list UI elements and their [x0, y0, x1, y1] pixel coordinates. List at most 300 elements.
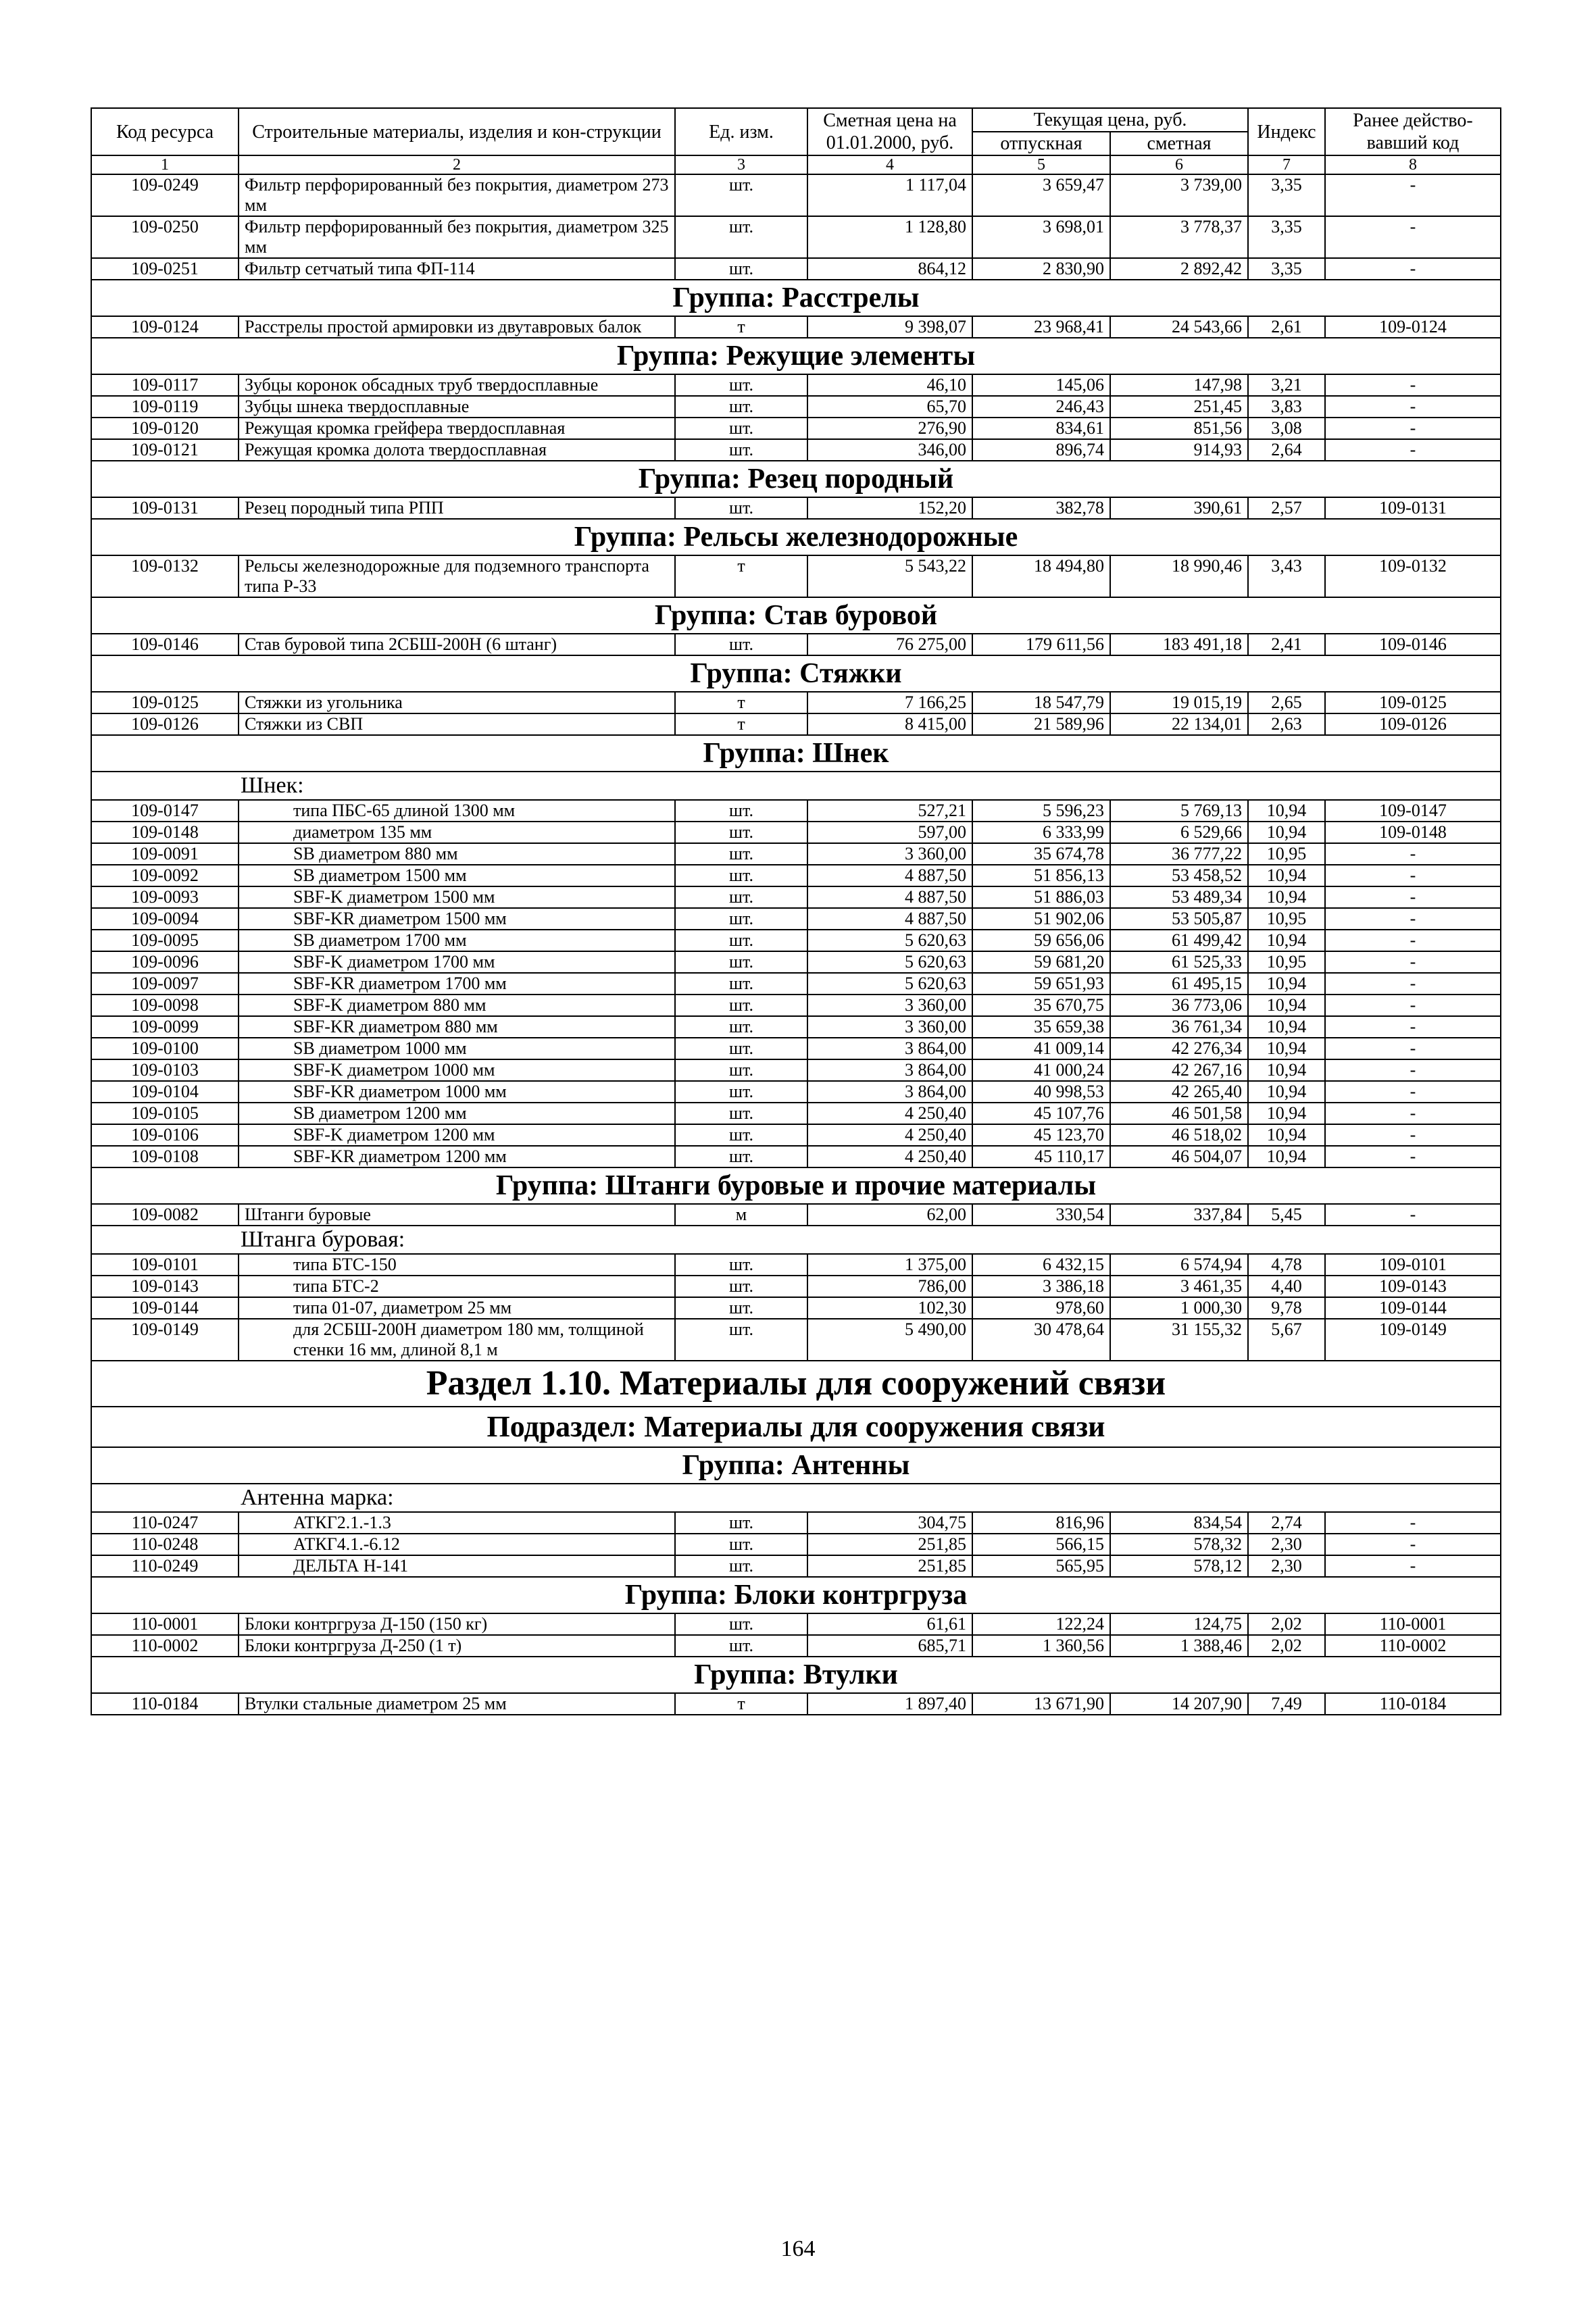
prev-code-cell: 109-0125	[1325, 692, 1501, 713]
base-price-cell: 1 375,00	[807, 1254, 972, 1276]
table-row	[91, 1534, 1501, 1555]
wholesale-price-cell: 834,61	[972, 418, 1110, 439]
subgroup-label-row	[91, 1484, 1501, 1512]
base-price-cell: 3 864,00	[807, 1059, 972, 1081]
table-row	[91, 1693, 1501, 1715]
index-cell: 3,35	[1248, 174, 1325, 216]
name-cell: Режущая кромка долота твердосплавная	[239, 439, 675, 461]
wholesale-price-cell: 565,95	[972, 1555, 1110, 1577]
unit-cell: шт.	[675, 418, 807, 439]
estimate-price-cell: 61 525,33	[1110, 951, 1248, 973]
code-cell: 109-0095	[91, 930, 239, 951]
code-cell: 109-0092	[91, 865, 239, 886]
estimate-price-cell: 3 739,00	[1110, 174, 1248, 216]
wholesale-price-cell: 3 386,18	[972, 1276, 1110, 1297]
code-cell: 109-0249	[91, 174, 239, 216]
name-cell: диаметром 135 мм	[239, 822, 675, 843]
name-cell: SBF-K диаметром 1500 мм	[239, 886, 675, 908]
group-heading: Группа: Став буровой	[91, 597, 1501, 634]
name-cell: SB диаметром 1200 мм	[239, 1103, 675, 1124]
base-price-cell: 4 887,50	[807, 886, 972, 908]
prev-code-cell: -	[1325, 174, 1501, 216]
table-row	[91, 1276, 1501, 1297]
estimate-price-cell: 578,32	[1110, 1534, 1248, 1555]
code-cell: 109-0125	[91, 692, 239, 713]
name-cell: SB диаметром 1700 мм	[239, 930, 675, 951]
estimate-price-cell: 53 505,87	[1110, 908, 1248, 930]
unit-cell: шт.	[675, 951, 807, 973]
name-cell: SBF-K диаметром 1000 мм	[239, 1059, 675, 1081]
wholesale-price-cell: 45 123,70	[972, 1124, 1110, 1146]
base-price-cell: 3 360,00	[807, 843, 972, 865]
wholesale-price-cell: 246,43	[972, 396, 1110, 418]
index-cell: 10,94	[1248, 995, 1325, 1016]
name-cell: Фильтр перфорированный без покрытия, диаметром 325 мм	[239, 216, 675, 258]
index-cell: 10,95	[1248, 908, 1325, 930]
name-cell: Блоки контргруза Д-150 (150 кг)	[239, 1613, 675, 1635]
unit-cell: шт.	[675, 1534, 807, 1555]
prev-code-cell: -	[1325, 1534, 1501, 1555]
index-cell: 5,45	[1248, 1204, 1325, 1226]
unit-cell: т	[675, 1693, 807, 1715]
code-cell: 109-0148	[91, 822, 239, 843]
table-row	[91, 418, 1501, 439]
group-heading: Группа: Блоки контргруза	[91, 1577, 1501, 1613]
wholesale-price-cell: 51 902,06	[972, 908, 1110, 930]
index-cell: 10,94	[1248, 822, 1325, 843]
code-cell: 109-0126	[91, 713, 239, 735]
index-cell: 9,78	[1248, 1297, 1325, 1319]
index-cell: 4,40	[1248, 1276, 1325, 1297]
table-row	[91, 555, 1501, 597]
base-price-cell: 8 415,00	[807, 713, 972, 735]
table-row	[91, 1038, 1501, 1059]
prev-code-cell: 109-0131	[1325, 497, 1501, 519]
group-heading-row	[91, 655, 1501, 692]
col-num: 1	[91, 155, 239, 174]
table-row	[91, 374, 1501, 396]
unit-cell: шт.	[675, 1276, 807, 1297]
wholesale-price-cell: 330,54	[972, 1204, 1110, 1226]
table-row	[91, 886, 1501, 908]
prev-code-cell: 109-0147	[1325, 800, 1501, 822]
code-cell: 109-0120	[91, 418, 239, 439]
code-cell: 109-0119	[91, 396, 239, 418]
unit-cell: шт.	[675, 822, 807, 843]
unit-cell: т	[675, 316, 807, 338]
wholesale-price-cell: 145,06	[972, 374, 1110, 396]
prev-code-cell: 109-0148	[1325, 822, 1501, 843]
index-cell: 2,30	[1248, 1534, 1325, 1555]
unit-cell: т	[675, 555, 807, 597]
code-cell: 109-0146	[91, 634, 239, 655]
base-price-cell: 5 620,63	[807, 973, 972, 995]
base-price-cell: 346,00	[807, 439, 972, 461]
index-cell: 10,94	[1248, 1059, 1325, 1081]
estimate-price-cell: 31 155,32	[1110, 1319, 1248, 1361]
code-cell: 109-0250	[91, 216, 239, 258]
wholesale-price-cell: 566,15	[972, 1534, 1110, 1555]
wholesale-price-cell: 59 651,93	[972, 973, 1110, 995]
unit-cell: шт.	[675, 439, 807, 461]
index-cell: 2,64	[1248, 439, 1325, 461]
wholesale-price-cell: 45 107,76	[972, 1103, 1110, 1124]
base-price-cell: 251,85	[807, 1534, 972, 1555]
code-cell: 109-0121	[91, 439, 239, 461]
name-cell: Стяжки из СВП	[239, 713, 675, 735]
estimate-price-cell: 337,84	[1110, 1204, 1248, 1226]
prev-code-cell: 110-0001	[1325, 1613, 1501, 1635]
group-heading: Группа: Штанги буровые и прочие материалы	[91, 1167, 1501, 1204]
col-name-header: Строительные материалы, изделия и кон-струкции	[239, 108, 675, 155]
unit-cell: т	[675, 692, 807, 713]
base-price-cell: 46,10	[807, 374, 972, 396]
prev-code-cell: -	[1325, 418, 1501, 439]
wholesale-price-cell: 59 681,20	[972, 951, 1110, 973]
name-cell: SB диаметром 1000 мм	[239, 1038, 675, 1059]
prev-code-cell: -	[1325, 374, 1501, 396]
col-index-header: Индекс	[1248, 108, 1325, 155]
wholesale-price-cell: 30 478,64	[972, 1319, 1110, 1361]
group-heading-row	[91, 519, 1501, 555]
code-cell: 109-0132	[91, 555, 239, 597]
base-price-cell: 4 250,40	[807, 1124, 972, 1146]
table-header	[91, 108, 1501, 174]
table-row	[91, 396, 1501, 418]
name-cell: АТКГ4.1.-6.12	[239, 1534, 675, 1555]
wholesale-price-cell: 13 671,90	[972, 1693, 1110, 1715]
index-cell: 10,95	[1248, 951, 1325, 973]
wholesale-price-cell: 59 656,06	[972, 930, 1110, 951]
prev-code-cell: -	[1325, 396, 1501, 418]
index-cell: 2,41	[1248, 634, 1325, 655]
code-cell: 110-0001	[91, 1613, 239, 1635]
prev-code-cell: -	[1325, 1146, 1501, 1167]
unit-cell: шт.	[675, 1635, 807, 1657]
code-cell: 109-0117	[91, 374, 239, 396]
base-price-cell: 152,20	[807, 497, 972, 519]
table-row	[91, 1297, 1501, 1319]
col-current-price-header: Текущая цена, руб.	[972, 108, 1248, 132]
estimate-price-cell: 22 134,01	[1110, 713, 1248, 735]
code-cell: 110-0184	[91, 1693, 239, 1715]
name-cell: Стяжки из угольника	[239, 692, 675, 713]
col-num: 2	[239, 155, 675, 174]
estimate-price-cell: 42 267,16	[1110, 1059, 1248, 1081]
base-price-cell: 5 620,63	[807, 951, 972, 973]
price-table-sheet	[91, 107, 1500, 1715]
index-cell: 4,78	[1248, 1254, 1325, 1276]
code-cell: 110-0249	[91, 1555, 239, 1577]
estimate-price-cell: 36 761,34	[1110, 1016, 1248, 1038]
index-cell: 2,63	[1248, 713, 1325, 735]
name-cell: SB диаметром 880 мм	[239, 843, 675, 865]
group-heading: Группа: Стяжки	[91, 655, 1501, 692]
estimate-price-cell: 578,12	[1110, 1555, 1248, 1577]
wholesale-price-cell: 3 698,01	[972, 216, 1110, 258]
estimate-price-cell: 42 265,40	[1110, 1081, 1248, 1103]
index-cell: 2,61	[1248, 316, 1325, 338]
index-cell: 3,43	[1248, 555, 1325, 597]
index-cell: 3,35	[1248, 216, 1325, 258]
wholesale-price-cell: 18 494,80	[972, 555, 1110, 597]
prev-code-cell: -	[1325, 930, 1501, 951]
unit-cell: шт.	[675, 1555, 807, 1577]
estimate-price-cell: 53 489,34	[1110, 886, 1248, 908]
wholesale-price-cell: 2 830,90	[972, 258, 1110, 280]
table-row	[91, 1204, 1501, 1226]
prev-code-cell: -	[1325, 1555, 1501, 1577]
wholesale-price-cell: 5 596,23	[972, 800, 1110, 822]
subsection-heading-row	[91, 1407, 1501, 1447]
table-row	[91, 951, 1501, 973]
estimate-price-cell: 3 778,37	[1110, 216, 1248, 258]
wholesale-price-cell: 35 659,38	[972, 1016, 1110, 1038]
group-heading: Группа: Рельсы железнодорожные	[91, 519, 1501, 555]
table-row	[91, 1254, 1501, 1276]
index-cell: 10,94	[1248, 886, 1325, 908]
unit-cell: шт.	[675, 1081, 807, 1103]
prev-code-cell: -	[1325, 1081, 1501, 1103]
unit-cell: шт.	[675, 1124, 807, 1146]
prev-code-cell: -	[1325, 439, 1501, 461]
table-row	[91, 1103, 1501, 1124]
code-cell: 109-0124	[91, 316, 239, 338]
estimate-price-cell: 914,93	[1110, 439, 1248, 461]
prev-code-cell: -	[1325, 216, 1501, 258]
index-cell: 2,02	[1248, 1613, 1325, 1635]
name-cell: Фильтр перфорированный без покрытия, диаметром 273 мм	[239, 174, 675, 216]
index-cell: 10,94	[1248, 930, 1325, 951]
name-cell: АТКГ2.1.-1.3	[239, 1512, 675, 1534]
name-cell: SBF-KR диаметром 1000 мм	[239, 1081, 675, 1103]
wholesale-price-cell: 35 670,75	[972, 995, 1110, 1016]
estimate-price-cell: 46 501,58	[1110, 1103, 1248, 1124]
estimate-price-cell: 1 000,30	[1110, 1297, 1248, 1319]
group-heading: Группа: Втулки	[91, 1657, 1501, 1693]
table-row	[91, 1124, 1501, 1146]
code-cell: 110-0247	[91, 1512, 239, 1534]
name-cell: Зубцы коронок обсадных труб твердосплавные	[239, 374, 675, 396]
code-cell: 110-0248	[91, 1534, 239, 1555]
estimate-price-cell: 147,98	[1110, 374, 1248, 396]
prev-code-cell: -	[1325, 258, 1501, 280]
prev-code-cell: -	[1325, 951, 1501, 973]
table-row	[91, 1081, 1501, 1103]
col-num: 3	[675, 155, 807, 174]
unit-cell: шт.	[675, 1146, 807, 1167]
base-price-cell: 1 117,04	[807, 174, 972, 216]
prev-code-cell: -	[1325, 886, 1501, 908]
code-cell: 109-0104	[91, 1081, 239, 1103]
table-row	[91, 1613, 1501, 1635]
estimate-price-cell: 2 892,42	[1110, 258, 1248, 280]
col-num: 4	[807, 155, 972, 174]
wholesale-price-cell: 978,60	[972, 1297, 1110, 1319]
wholesale-price-cell: 41 009,14	[972, 1038, 1110, 1059]
unit-cell: т	[675, 713, 807, 735]
code-cell: 109-0143	[91, 1276, 239, 1297]
group-heading-row	[91, 735, 1501, 772]
unit-cell: шт.	[675, 216, 807, 258]
unit-cell: шт.	[675, 908, 807, 930]
wholesale-price-cell: 45 110,17	[972, 1146, 1110, 1167]
group-heading-row	[91, 280, 1501, 316]
name-cell: SBF-KR диаметром 1200 мм	[239, 1146, 675, 1167]
index-cell: 10,94	[1248, 1124, 1325, 1146]
prev-code-cell: -	[1325, 1103, 1501, 1124]
name-cell: Став буровой типа 2СБШ-200Н (6 штанг)	[239, 634, 675, 655]
prev-code-cell: -	[1325, 1059, 1501, 1081]
index-cell: 10,94	[1248, 1103, 1325, 1124]
unit-cell: шт.	[675, 800, 807, 822]
wholesale-price-cell: 6 333,99	[972, 822, 1110, 843]
code-cell: 109-0098	[91, 995, 239, 1016]
code-cell: 109-0099	[91, 1016, 239, 1038]
table-row	[91, 497, 1501, 519]
table-body	[91, 174, 1501, 1715]
group-heading: Группа: Расстрелы	[91, 280, 1501, 316]
name-cell: типа ПБС-65 длиной 1300 мм	[239, 800, 675, 822]
subgroup-label: Антенна марка:	[91, 1484, 1501, 1512]
base-price-cell: 1 128,80	[807, 216, 972, 258]
code-cell: 109-0097	[91, 973, 239, 995]
name-cell: ДЕЛЬТА Н-141	[239, 1555, 675, 1577]
unit-cell: шт.	[675, 1016, 807, 1038]
base-price-cell: 5 620,63	[807, 930, 972, 951]
wholesale-price-cell: 35 674,78	[972, 843, 1110, 865]
prev-code-cell: 109-0149	[1325, 1319, 1501, 1361]
index-cell: 10,94	[1248, 1146, 1325, 1167]
base-price-cell: 65,70	[807, 396, 972, 418]
code-cell: 109-0149	[91, 1319, 239, 1361]
base-price-cell: 102,30	[807, 1297, 972, 1319]
wholesale-price-cell: 18 547,79	[972, 692, 1110, 713]
wholesale-price-cell: 122,24	[972, 1613, 1110, 1635]
estimate-price-cell: 1 388,46	[1110, 1635, 1248, 1657]
estimate-price-cell: 251,45	[1110, 396, 1248, 418]
name-cell: Штанги буровые	[239, 1204, 675, 1226]
base-price-cell: 5 490,00	[807, 1319, 972, 1361]
estimate-price-cell: 390,61	[1110, 497, 1248, 519]
name-cell: типа БТС-2	[239, 1276, 675, 1297]
index-cell: 2,30	[1248, 1555, 1325, 1577]
unit-cell: шт.	[675, 634, 807, 655]
prev-code-cell: 109-0126	[1325, 713, 1501, 735]
prev-code-cell: 109-0124	[1325, 316, 1501, 338]
base-price-cell: 4 250,40	[807, 1103, 972, 1124]
code-cell: 109-0093	[91, 886, 239, 908]
name-cell: Зубцы шнека твердосплавные	[239, 396, 675, 418]
prev-code-cell: -	[1325, 865, 1501, 886]
unit-cell: шт.	[675, 995, 807, 1016]
unit-cell: шт.	[675, 396, 807, 418]
code-cell: 109-0082	[91, 1204, 239, 1226]
prev-code-cell: 110-0184	[1325, 1693, 1501, 1715]
table-row	[91, 1635, 1501, 1657]
name-cell: Режущая кромка грейфера твердосплавная	[239, 418, 675, 439]
section-heading-row	[91, 1361, 1501, 1407]
index-cell: 2,74	[1248, 1512, 1325, 1534]
table-row	[91, 1319, 1501, 1361]
unit-cell: шт.	[675, 1059, 807, 1081]
group-heading: Группа: Антенны	[91, 1447, 1501, 1484]
prev-code-cell: -	[1325, 1124, 1501, 1146]
base-price-cell: 864,12	[807, 258, 972, 280]
unit-cell: шт.	[675, 886, 807, 908]
col-prev-code-header: Ранее действо-вавший код	[1325, 108, 1501, 155]
col-num: 6	[1110, 155, 1248, 174]
base-price-cell: 4 887,50	[807, 865, 972, 886]
name-cell: Расстрелы простой армировки из двутавровых балок	[239, 316, 675, 338]
index-cell: 10,94	[1248, 973, 1325, 995]
estimate-price-cell: 46 518,02	[1110, 1124, 1248, 1146]
estimate-price-cell: 36 773,06	[1110, 995, 1248, 1016]
unit-cell: шт.	[675, 1103, 807, 1124]
unit-cell: шт.	[675, 374, 807, 396]
estimate-price-cell: 851,56	[1110, 418, 1248, 439]
wholesale-price-cell: 21 589,96	[972, 713, 1110, 735]
base-price-cell: 3 360,00	[807, 1016, 972, 1038]
estimate-price-cell: 124,75	[1110, 1613, 1248, 1635]
table-row	[91, 316, 1501, 338]
prev-code-cell: -	[1325, 1016, 1501, 1038]
prev-code-cell: 110-0002	[1325, 1635, 1501, 1657]
name-cell: Фильтр сетчатый типа ФП-114	[239, 258, 675, 280]
code-cell: 109-0106	[91, 1124, 239, 1146]
code-cell: 109-0091	[91, 843, 239, 865]
estimate-price-cell: 24 543,66	[1110, 316, 1248, 338]
table-row	[91, 713, 1501, 735]
subgroup-label: Шнек:	[91, 772, 1501, 800]
code-cell: 109-0096	[91, 951, 239, 973]
index-cell: 10,94	[1248, 1038, 1325, 1059]
unit-cell: шт.	[675, 865, 807, 886]
group-heading-row	[91, 1167, 1501, 1204]
base-price-cell: 9 398,07	[807, 316, 972, 338]
code-cell: 109-0147	[91, 800, 239, 822]
group-heading-row	[91, 1657, 1501, 1693]
unit-cell: шт.	[675, 1297, 807, 1319]
col-num: 5	[972, 155, 1110, 174]
index-cell: 3,83	[1248, 396, 1325, 418]
index-cell: 3,08	[1248, 418, 1325, 439]
estimate-price-cell: 6 529,66	[1110, 822, 1248, 843]
unit-cell: шт.	[675, 1254, 807, 1276]
name-cell: SBF-K диаметром 1200 мм	[239, 1124, 675, 1146]
table-row	[91, 973, 1501, 995]
code-cell: 109-0108	[91, 1146, 239, 1167]
estimate-price-cell: 53 458,52	[1110, 865, 1248, 886]
code-cell: 109-0251	[91, 258, 239, 280]
index-cell: 2,02	[1248, 1635, 1325, 1657]
table-row	[91, 843, 1501, 865]
table-row	[91, 1555, 1501, 1577]
name-cell: SBF-KR диаметром 1700 мм	[239, 973, 675, 995]
unit-cell: шт.	[675, 843, 807, 865]
group-heading: Группа: Резец породный	[91, 461, 1501, 497]
estimate-price-cell: 36 777,22	[1110, 843, 1248, 865]
code-cell: 109-0100	[91, 1038, 239, 1059]
code-cell: 109-0094	[91, 908, 239, 930]
group-heading-row	[91, 461, 1501, 497]
unit-cell: шт.	[675, 1038, 807, 1059]
estimate-price-cell: 183 491,18	[1110, 634, 1248, 655]
page-number: 164	[780, 2236, 816, 2261]
table-row	[91, 908, 1501, 930]
col-estimate-header: сметная	[1110, 132, 1248, 155]
col-num: 7	[1248, 155, 1325, 174]
